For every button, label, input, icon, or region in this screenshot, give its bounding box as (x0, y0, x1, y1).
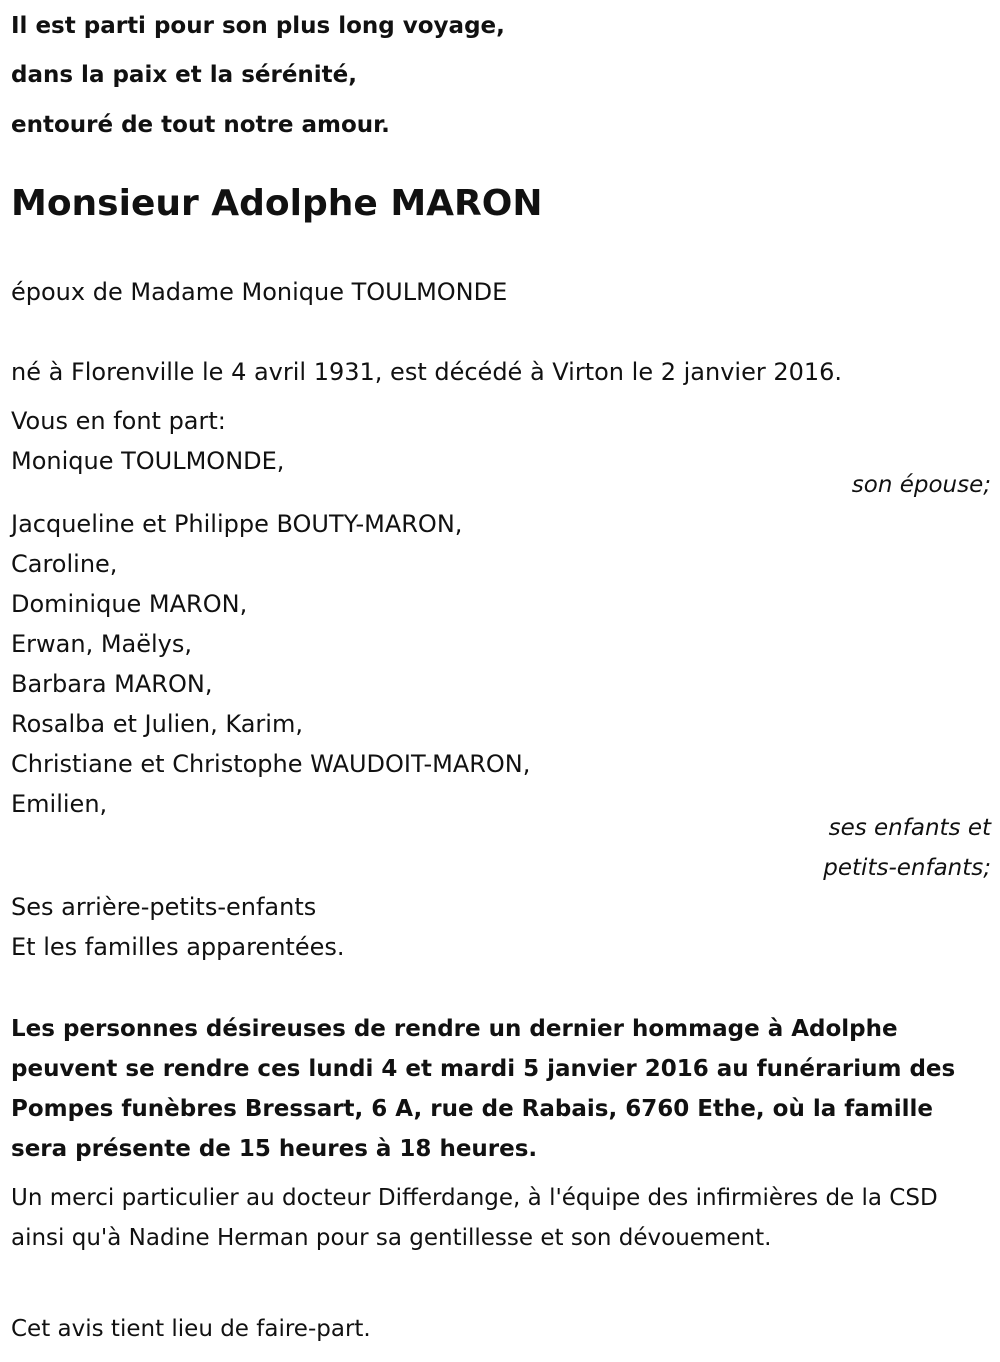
child-line-1: Jacqueline et Philippe BOUTY-MARON, (11, 510, 463, 538)
child-line-5: Barbara MARON, (11, 670, 213, 698)
poem-line-3: entouré de tout notre amour. (11, 112, 390, 138)
deceased-name: Monsieur Adolphe MARON (11, 183, 543, 224)
birth-death-line: né à Florenville le 4 avril 1931, est décédé à Virton le 2 janvier 2016. (11, 358, 843, 386)
child-line-8: Emilien, (11, 790, 108, 818)
families-line: Et les familles apparentées. (11, 933, 345, 961)
closing-line: Cet avis tient lieu de faire-part. (11, 1316, 371, 1342)
spouse-role: son épouse; (851, 472, 991, 498)
announcement-intro: Vous en font part: (11, 407, 226, 435)
thanks-paragraph: Un merci particulier au docteur Differdange, à l'équipe des infirmières de la CSD ainsi qu'à Nadine Herman pour sa gentillesse et son dévouement. (11, 1185, 938, 1251)
children-role-line-2: petits-enfants; (823, 855, 991, 881)
spouse-name: Monique TOULMONDE, (11, 447, 285, 475)
spouse-line: époux de Madame Monique TOULMONDE (11, 278, 508, 306)
child-line-4: Erwan, Maëlys, (11, 630, 193, 658)
child-line-2: Caroline, (11, 550, 118, 578)
children-role-line-1: ses enfants et (828, 815, 991, 841)
child-line-7: Christiane et Christophe WAUDOIT-MARON, (11, 750, 531, 778)
poem-line-2: dans la paix et la sérénité, (11, 62, 358, 88)
child-line-6: Rosalba et Julien, Karim, (11, 710, 303, 738)
great-grandchildren-line: Ses arrière-petits-enfants (11, 893, 317, 921)
poem-line-1: Il est parti pour son plus long voyage, (11, 13, 505, 39)
visitation-paragraph: Les personnes désireuses de rendre un dernier hommage à Adolphe peuvent se rendre ces lundi 4 et mardi 5 janvier 2016 au funérarium des Pompes funèbres Bressart, 6 A, rue de Rabais, 6760 Ethe, où la famille sera présente de 15 heures à 18 heures. (11, 1016, 956, 1162)
child-line-3: Dominique MARON, (11, 590, 248, 618)
